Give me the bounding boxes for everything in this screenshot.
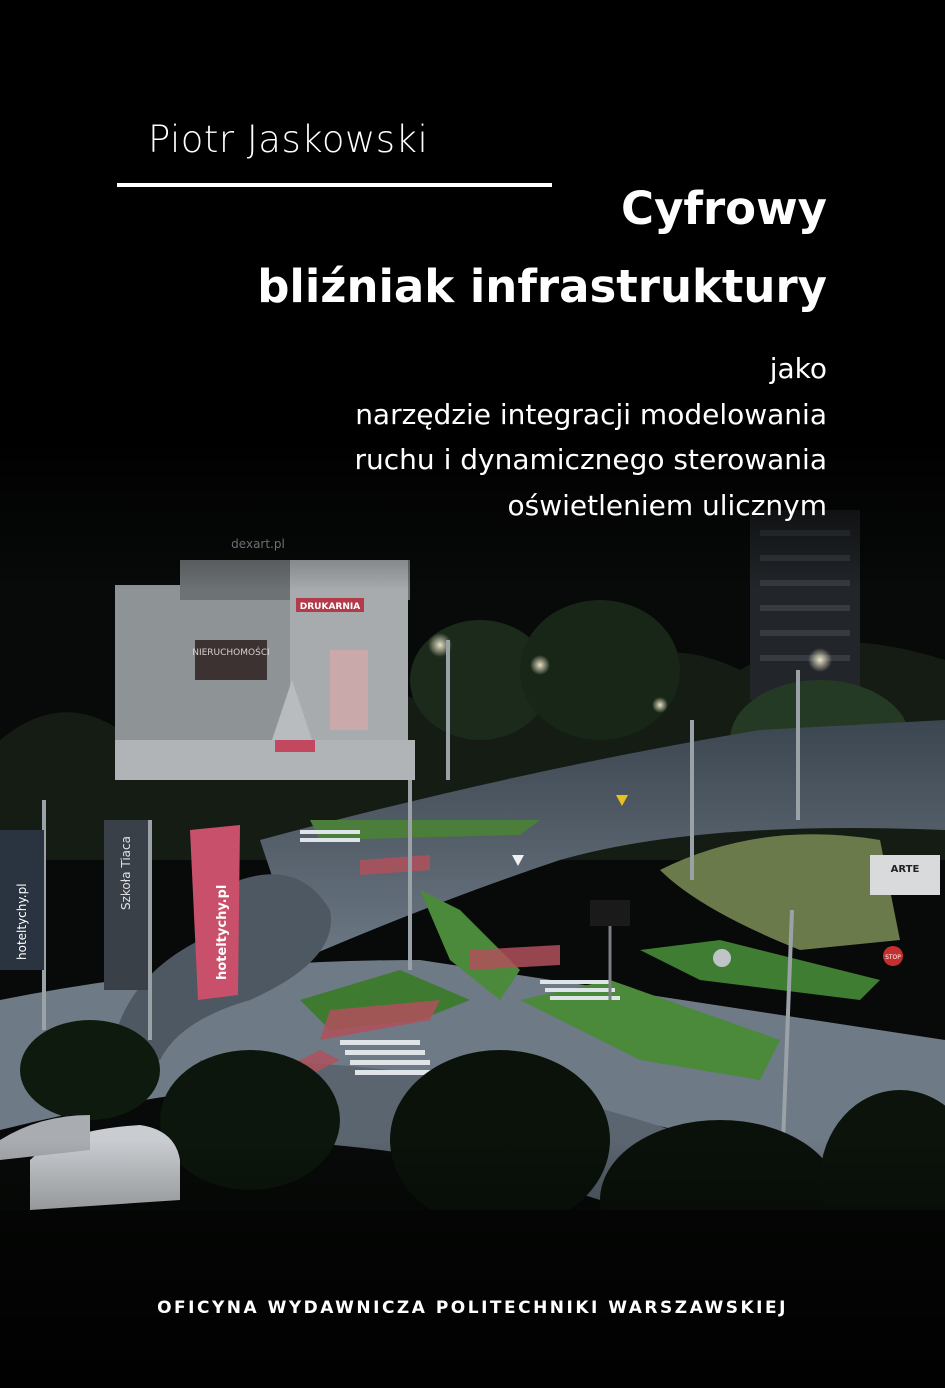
title-line: bliźniak infrastruktury	[257, 260, 827, 313]
shop-right	[870, 855, 940, 895]
zebra-crossing-2	[540, 980, 620, 1000]
foreground-tree-1	[20, 1020, 160, 1120]
subtitle-line: ruchu i dynamicznego sterowania	[354, 443, 827, 476]
subtitle-line: narzędzie integracji modelowania	[355, 397, 827, 431]
bottom-fade	[0, 1140, 945, 1388]
lamp-glow-2	[530, 655, 550, 675]
sign-board	[590, 900, 630, 926]
road-sign	[713, 949, 731, 967]
book-subtitle	[67, 346, 827, 528]
building-accent	[275, 740, 315, 752]
subtitle-line: oświetleniem ulicznym	[507, 488, 827, 522]
lamp-glow-3	[808, 648, 832, 672]
lamp-glow-4	[652, 697, 668, 713]
author-name: Piotr Jaskowski	[148, 118, 429, 161]
shop-right-text: ARTE	[890, 864, 920, 875]
banner-left-text: hoteltychy.pl	[15, 883, 29, 960]
stop-sign-text: STOP	[885, 954, 901, 961]
book-title	[67, 170, 827, 326]
publisher-name: OFICYNA WYDAWNICZA POLITECHNIKI WARSZAWSKIEJ	[157, 1298, 788, 1318]
title-line: Cyfrowy	[621, 182, 827, 235]
shop-sign-text: DRUKARNIA	[299, 602, 361, 612]
billboard-text: NIERUCHOMOŚCI	[192, 648, 270, 658]
cover-photo	[0, 440, 945, 1388]
banner-school-text: Szkoła Tiaca	[119, 836, 133, 910]
poster	[330, 650, 368, 730]
billboard	[195, 640, 267, 680]
building-base	[115, 740, 415, 780]
banner-flag-text: hoteltychy.pl	[215, 884, 230, 980]
subtitle-line: jako	[769, 352, 827, 385]
